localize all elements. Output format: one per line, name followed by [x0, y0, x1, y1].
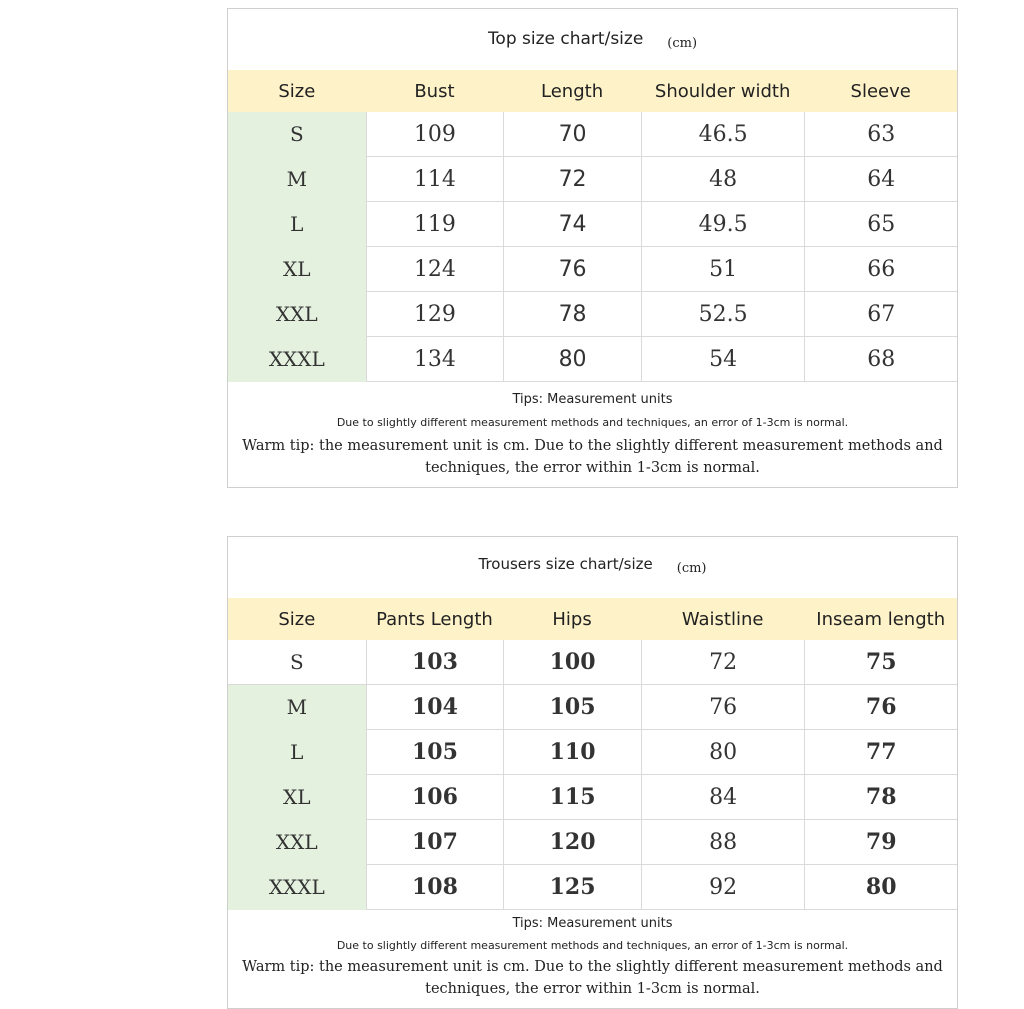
top-chart-header-row — [228, 70, 957, 112]
table-row — [228, 685, 957, 730]
table-row — [228, 865, 957, 910]
header-waistline: Waistline — [681, 608, 764, 630]
bust-cell: 129 — [366, 292, 504, 337]
size-cell: XXXL — [228, 865, 366, 910]
size-cell: XXL — [228, 292, 366, 337]
bottom-chart-title-row — [228, 537, 957, 598]
header-size: Size — [278, 608, 316, 630]
sleeve-cell: 64 — [804, 157, 957, 202]
sleeve-cell: 68 — [804, 337, 957, 382]
size-cell: XL — [228, 247, 366, 292]
bottom-chart-header-row — [228, 598, 957, 640]
pants-length-cell: 107 — [366, 820, 504, 865]
size-cell: M — [228, 157, 366, 202]
header-hips: Hips — [552, 608, 592, 630]
bottom-chart-title — [228, 555, 957, 576]
table-row — [228, 292, 957, 337]
size-cell: XXXL — [228, 337, 366, 382]
size-cell: XL — [228, 775, 366, 820]
shoulder-cell: 49.5 — [641, 202, 805, 247]
table-row — [228, 112, 957, 157]
shoulder-cell: 46.5 — [641, 112, 805, 157]
pants-length-cell: 105 — [366, 730, 504, 775]
bust-cell: 109 — [366, 112, 504, 157]
header-sleeve: Sleeve — [850, 80, 911, 102]
waistline-cell: 80 — [641, 730, 805, 775]
pants-length-cell: 103 — [366, 640, 504, 685]
pants-length-cell: 108 — [366, 865, 504, 910]
pants-length-cell: 106 — [366, 775, 504, 820]
shoulder-cell: 51 — [641, 247, 805, 292]
bottom-chart-title-text: Trousers size chart/size — [478, 555, 653, 573]
size-cell: S — [228, 112, 366, 157]
waistline-cell: 84 — [641, 775, 805, 820]
top-size-chart — [227, 8, 958, 488]
inseam-cell: 80 — [804, 865, 957, 910]
warm-tip: Warm tip: the measurement unit is cm. Due to the slightly different measurement methods and techniques, the error within 1-3cm is normal. — [242, 959, 943, 997]
top-chart-title-text: Top size chart/size — [487, 29, 644, 49]
sleeve-cell: 63 — [804, 112, 957, 157]
length-cell: 78 — [503, 292, 641, 337]
header-bust: Bust — [414, 80, 455, 102]
hips-cell: 105 — [503, 685, 641, 730]
bust-cell: 119 — [366, 202, 504, 247]
header-shoulder-width: Shoulder width — [654, 80, 791, 102]
waistline-cell: 72 — [641, 640, 805, 685]
bottom-chart-tips — [228, 916, 957, 1000]
length-cell: 80 — [503, 337, 641, 382]
table-row — [228, 337, 957, 382]
sleeve-cell: 65 — [804, 202, 957, 247]
inseam-cell: 75 — [804, 640, 957, 685]
hips-cell: 110 — [503, 730, 641, 775]
bottom-chart-unit: (cm) — [676, 561, 707, 576]
inseam-cell: 77 — [804, 730, 957, 775]
tips-title: Tips: Measurement units — [512, 392, 673, 407]
length-cell: 74 — [503, 202, 641, 247]
header-length: Length — [541, 80, 604, 102]
tips-note: Due to slightly different measurement methods and techniques, an error of 1-3cm is normal. — [336, 939, 849, 952]
table-row — [228, 157, 957, 202]
header-pants-length: Pants Length — [376, 608, 493, 630]
hips-cell: 125 — [503, 865, 641, 910]
bust-cell: 134 — [366, 337, 504, 382]
bust-cell: 124 — [366, 247, 504, 292]
table-row — [228, 775, 957, 820]
top-chart-title — [228, 29, 957, 49]
waistline-cell: 88 — [641, 820, 805, 865]
inseam-cell: 79 — [804, 820, 957, 865]
table-row — [228, 247, 957, 292]
pants-length-cell: 104 — [366, 685, 504, 730]
inseam-cell: 78 — [804, 775, 957, 820]
waistline-cell: 76 — [641, 685, 805, 730]
length-cell: 76 — [503, 247, 641, 292]
hips-cell: 120 — [503, 820, 641, 865]
top-chart-title-row — [228, 9, 957, 70]
length-cell: 72 — [503, 157, 641, 202]
sleeve-cell: 67 — [804, 292, 957, 337]
size-cell: L — [228, 730, 366, 775]
hips-cell: 115 — [503, 775, 641, 820]
sleeve-cell: 66 — [804, 247, 957, 292]
size-cell: L — [228, 202, 366, 247]
table-row — [228, 640, 957, 685]
table-row — [228, 820, 957, 865]
shoulder-cell: 48 — [641, 157, 805, 202]
size-cell: M — [228, 685, 366, 730]
header-size: Size — [278, 80, 316, 102]
hips-cell: 100 — [503, 640, 641, 685]
inseam-cell: 76 — [804, 685, 957, 730]
table-row — [228, 202, 957, 247]
header-inseam-length: Inseam length — [816, 608, 946, 630]
table-row — [228, 730, 957, 775]
top-chart-tips — [228, 392, 957, 479]
tips-note: Due to slightly different measurement methods and techniques, an error of 1-3cm is normal. — [336, 416, 849, 429]
waistline-cell: 92 — [641, 865, 805, 910]
shoulder-cell: 52.5 — [641, 292, 805, 337]
length-cell: 70 — [503, 112, 641, 157]
bust-cell: 114 — [366, 157, 504, 202]
trousers-size-chart — [227, 536, 958, 1009]
warm-tip: Warm tip: the measurement unit is cm. Due to the slightly different measurement methods and techniques, the error within 1-3cm is normal. — [242, 438, 943, 476]
top-chart-unit: (cm) — [667, 36, 698, 51]
size-cell: XXL — [228, 820, 366, 865]
tips-title: Tips: Measurement units — [512, 916, 673, 931]
shoulder-cell: 54 — [641, 337, 805, 382]
size-cell: S — [228, 640, 366, 685]
